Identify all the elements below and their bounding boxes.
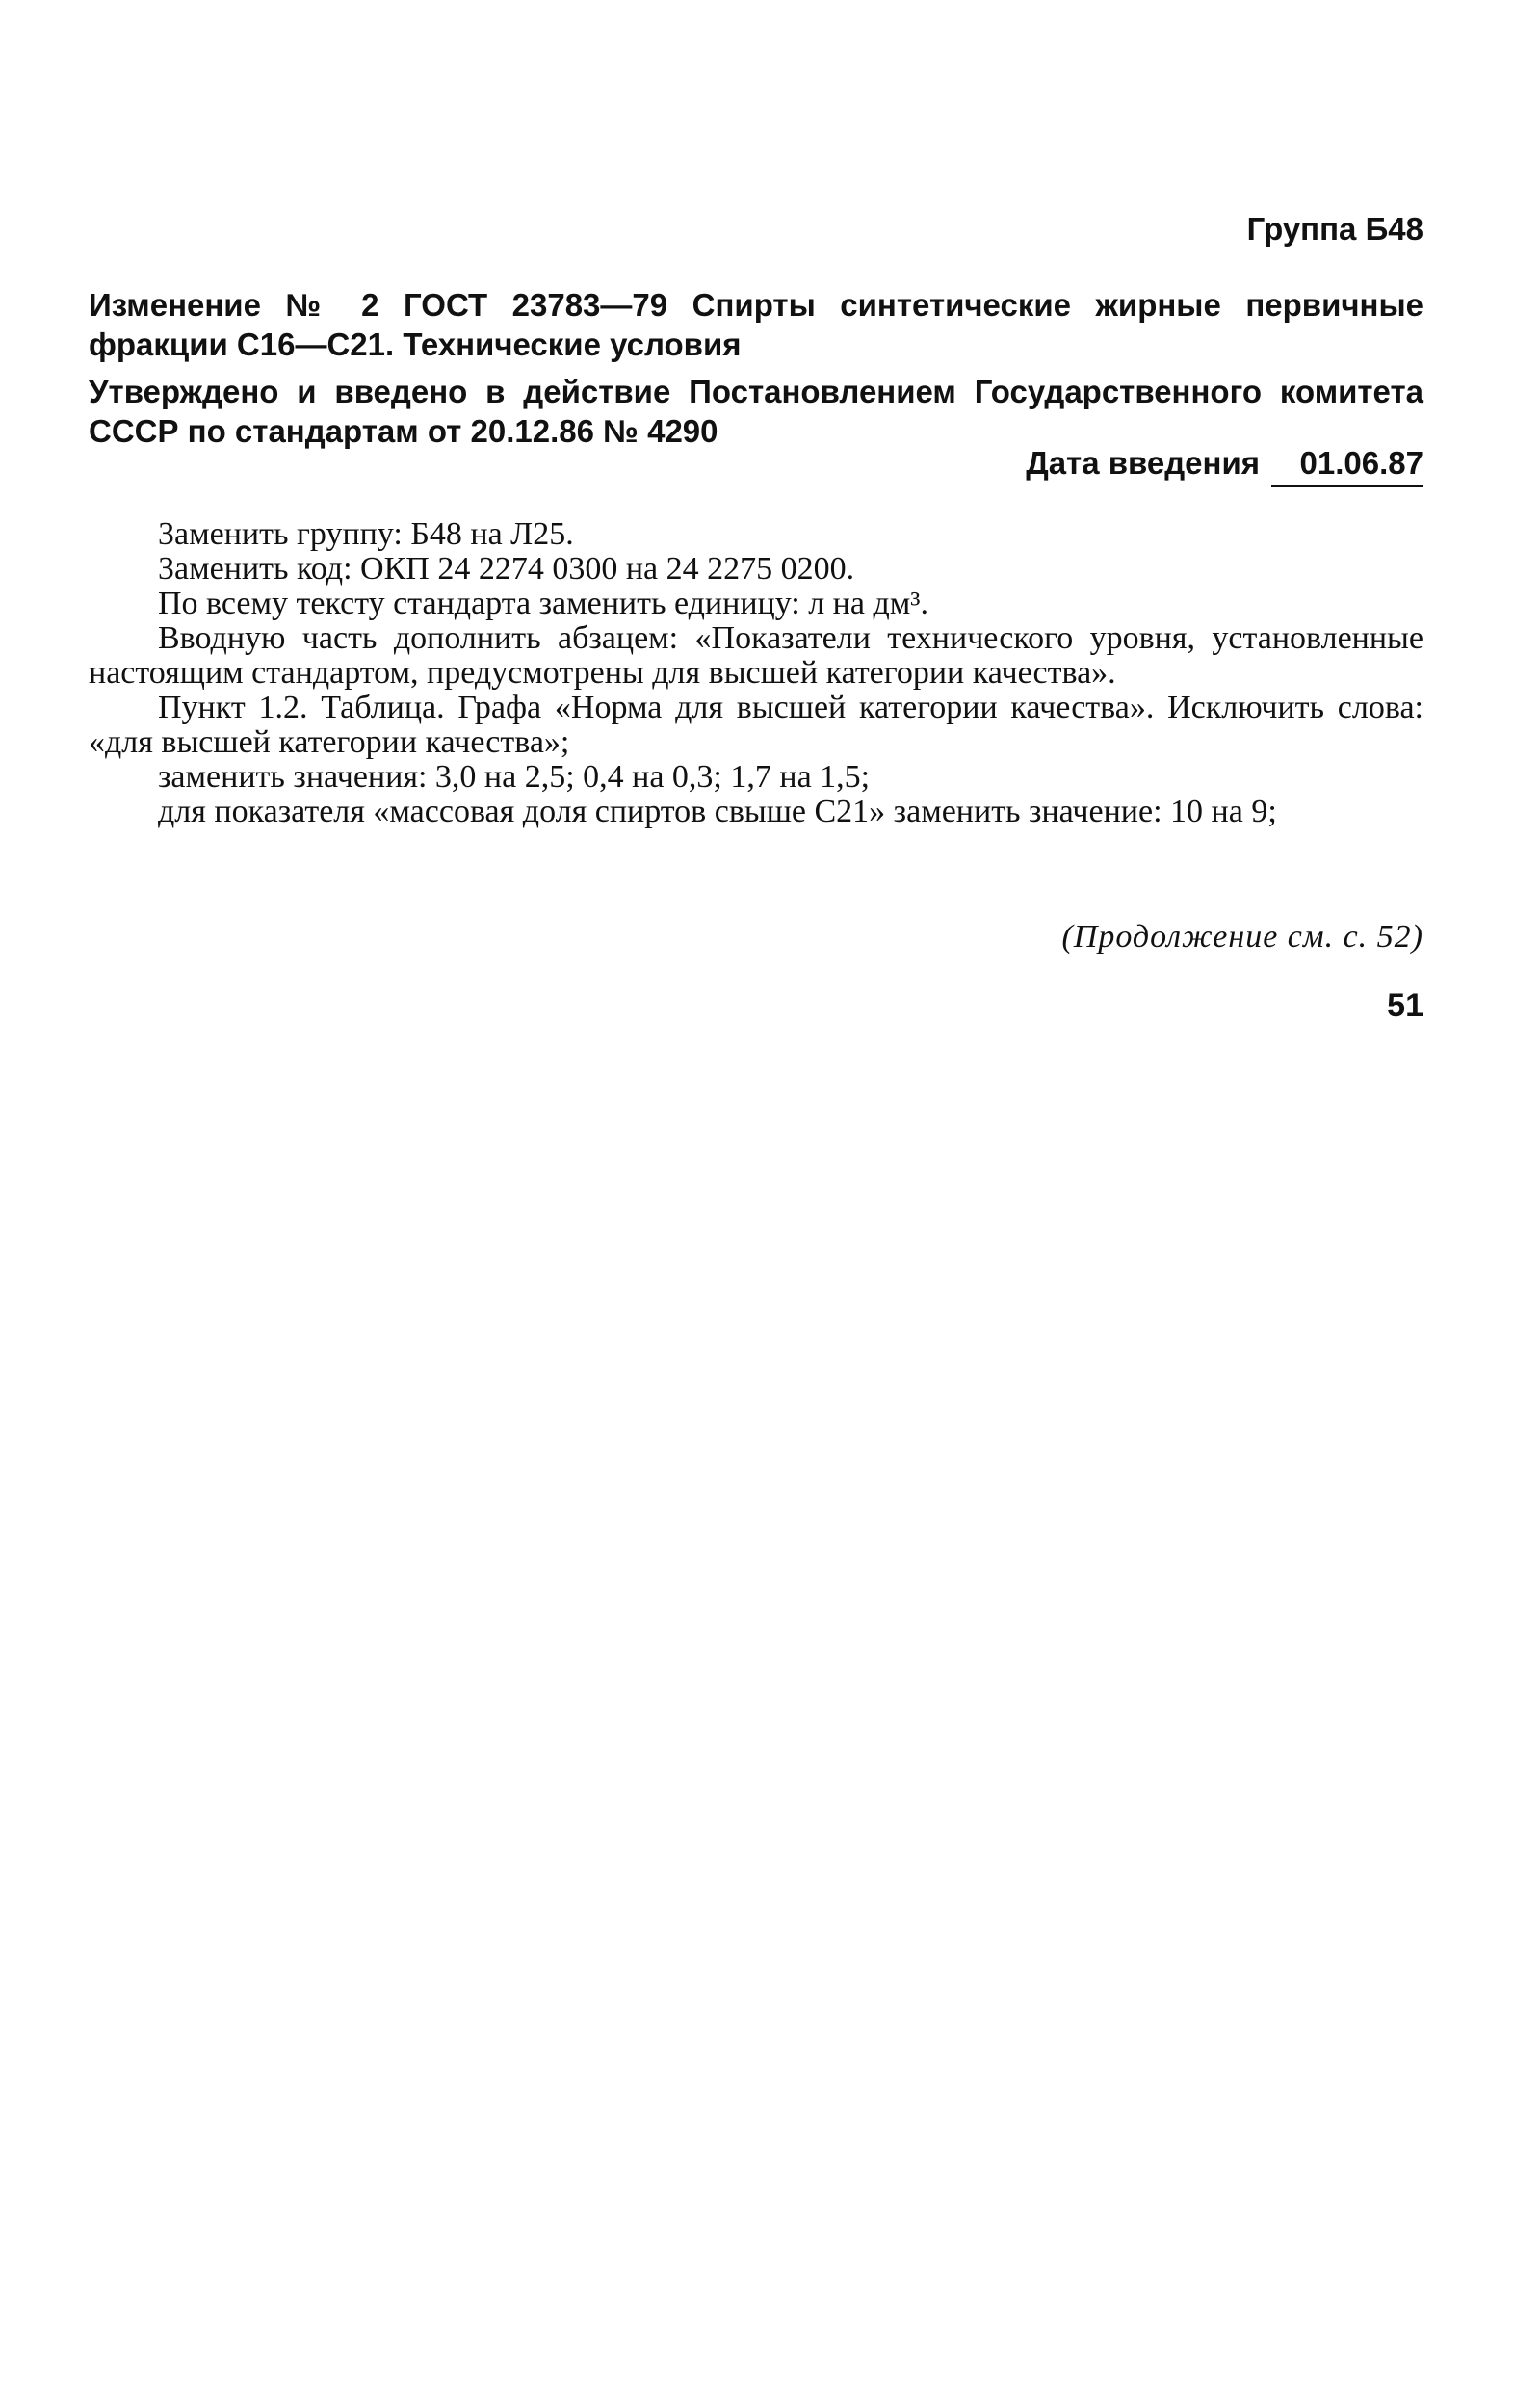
amendment-body (89, 517, 1423, 829)
paragraph-introduction-addition: Вводную часть дополнить абзацем: «Показатели технического уровня, установленные настоящим стандартом, предусмотрены для высшей категории качества». (89, 620, 1423, 691)
paragraph-unit-replacement: По всему тексту стандарта заменить единицу: л на дм³. (158, 586, 928, 621)
group-label: Группа Б48 (1246, 211, 1423, 247)
effective-date-label: Дата введения (1026, 445, 1260, 481)
amendment-heading: Изменение № 2 ГОСТ 23783—79 Спирты синтетические жирные первичные фракции C16—C21. Технические условия (89, 287, 1423, 362)
effective-date-value: 01.06.87 (1271, 443, 1423, 487)
effective-date-line (89, 443, 1423, 487)
paragraph-mass-fraction: для показателя «массовая доля спиртов свыше C21» заменить значение: 10 на 9; (158, 794, 1277, 829)
approval-statement: Утверждено и введено в действие Постановлением Государственного комитета СССР по стандартам от 20.12.86 № 4290 (89, 374, 1423, 449)
paragraph-table-column: Пункт 1.2. Таблица. Графа «Норма для высшей категории качества». Исключить слова: «для высшей категории качества»; (89, 690, 1423, 760)
paragraph-value-replacements: заменить значения: 3,0 на 2,5; 0,4 на 0,3; 1,7 на 1,5; (158, 759, 871, 795)
continuation-note: (Продолжение см. с. 52) (1061, 919, 1423, 955)
paragraph-code-replacement: Заменить код: ОКП 24 2274 0300 на 24 2275 0200. (158, 551, 855, 587)
page-number: 51 (1387, 987, 1423, 1024)
paragraph-group-replacement: Заменить группу: Б48 на Л25. (158, 516, 574, 552)
